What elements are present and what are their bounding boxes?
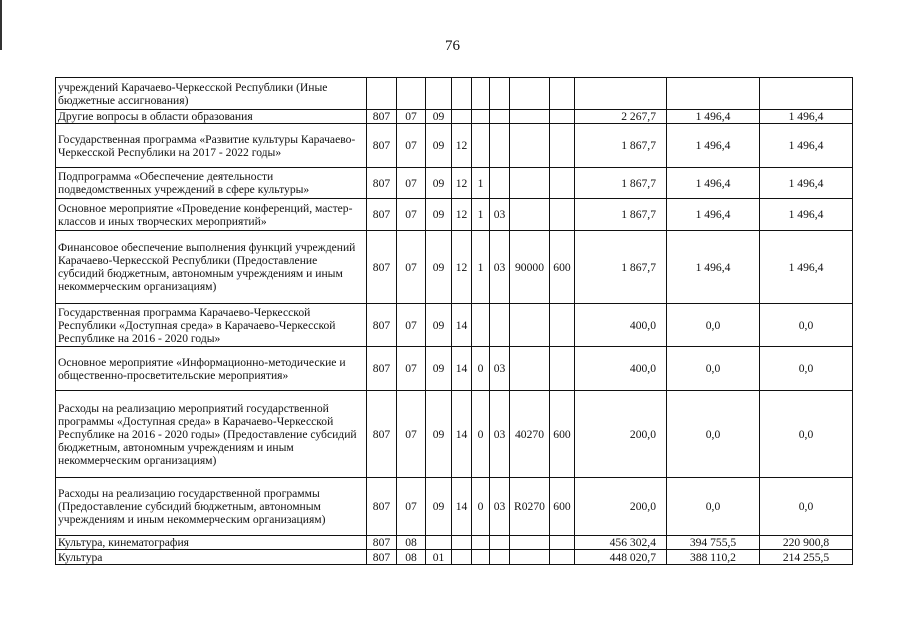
cell-main-activity: 03 xyxy=(490,199,510,231)
cell-ministry-code: 807 xyxy=(367,110,397,124)
cell-expense-type xyxy=(550,347,575,391)
table-row xyxy=(56,304,853,347)
cell-main-activity xyxy=(490,168,510,199)
cell-name: Основное мероприятие «Информационно-методические и общественно-просветительские мероприятия» xyxy=(56,347,367,391)
table-row xyxy=(56,550,853,565)
cell-subsection: 09 xyxy=(426,347,452,391)
cell-main-activity xyxy=(490,110,510,124)
cell-subprogram xyxy=(472,110,490,124)
table-row xyxy=(56,124,853,168)
cell-ministry-code: 807 xyxy=(367,199,397,231)
cell-subsection: 09 xyxy=(426,110,452,124)
cell-ministry-code: 807 xyxy=(367,231,397,304)
cell-sum-2 xyxy=(667,78,760,110)
cell-subsection: 09 xyxy=(426,168,452,199)
cell-section: 07 xyxy=(397,478,426,536)
cell-expense-direction: 90000 xyxy=(510,231,550,304)
cell-sum-2: 1 496,4 xyxy=(667,168,760,199)
cell-program xyxy=(452,110,472,124)
cell-name: Культура xyxy=(56,550,367,565)
cell-expense-direction: R0270 xyxy=(510,478,550,536)
cell-name: Государственная программа Карачаево-Черкесской Республики «Доступная среда» в Карачаево-Черкесской Республике на 2016 - 2020 годы» xyxy=(56,304,367,347)
cell-sum-2: 1 496,4 xyxy=(667,124,760,168)
cell-subsection: 09 xyxy=(426,304,452,347)
cell-sum-1: 2 267,7 xyxy=(575,110,667,124)
cell-expense-direction xyxy=(510,199,550,231)
table-row xyxy=(56,391,853,478)
cell-program: 14 xyxy=(452,304,472,347)
cell-sum-3: 1 496,4 xyxy=(760,168,853,199)
cell-sum-1: 400,0 xyxy=(575,304,667,347)
cell-expense-type xyxy=(550,304,575,347)
cell-subprogram: 0 xyxy=(472,391,490,478)
cell-expense-direction xyxy=(510,110,550,124)
cell-sum-3: 1 496,4 xyxy=(760,199,853,231)
cell-expense-type: 600 xyxy=(550,231,575,304)
cell-sum-2: 0,0 xyxy=(667,478,760,536)
cell-name: Финансовое обеспечение выполнения функций учреждений Карачаево-Черкесской Республики (Предоставление субсидий бюджетным, автономным учреждениям и иным некоммерческим организациям) xyxy=(56,231,367,304)
cell-sum-1: 1 867,7 xyxy=(575,231,667,304)
cell-section: 07 xyxy=(397,110,426,124)
budget-table xyxy=(55,77,853,565)
cell-expense-type xyxy=(550,168,575,199)
table-row xyxy=(56,199,853,231)
page-number: 76 xyxy=(445,38,460,54)
cell-subprogram: 1 xyxy=(472,199,490,231)
cell-sum-2: 0,0 xyxy=(667,347,760,391)
cell-sum-2: 1 496,4 xyxy=(667,231,760,304)
cell-section: 07 xyxy=(397,168,426,199)
cell-section: 07 xyxy=(397,199,426,231)
cell-sum-1: 456 302,4 xyxy=(575,536,667,550)
cell-expense-type: 600 xyxy=(550,478,575,536)
cell-section: 07 xyxy=(397,347,426,391)
cell-expense-type: 600 xyxy=(550,391,575,478)
table-row xyxy=(56,168,853,199)
cell-ministry-code: 807 xyxy=(367,168,397,199)
cell-program: 14 xyxy=(452,347,472,391)
cell-program: 12 xyxy=(452,124,472,168)
cell-program: 12 xyxy=(452,168,472,199)
cell-expense-direction xyxy=(510,550,550,565)
cell-main-activity: 03 xyxy=(490,347,510,391)
cell-expense-direction xyxy=(510,304,550,347)
cell-expense-direction xyxy=(510,168,550,199)
cell-section xyxy=(397,78,426,110)
table-row xyxy=(56,347,853,391)
budget-table-body xyxy=(56,78,853,565)
cell-sum-1: 448 020,7 xyxy=(575,550,667,565)
cell-program: 12 xyxy=(452,231,472,304)
cell-name: Расходы на реализацию мероприятий государственной программы «Доступная среда» в Карачаево-Черкесской Республике на 2016 - 2020 годы» (Предоставление субсидий бюджетным, автономным учреждениям и иным некоммерческим организациям) xyxy=(56,391,367,478)
cell-section: 08 xyxy=(397,536,426,550)
table-row xyxy=(56,536,853,550)
cell-expense-direction xyxy=(510,124,550,168)
cell-program xyxy=(452,550,472,565)
cell-sum-3: 0,0 xyxy=(760,304,853,347)
cell-subsection: 09 xyxy=(426,231,452,304)
cell-subsection: 09 xyxy=(426,199,452,231)
cell-sum-3: 214 255,5 xyxy=(760,550,853,565)
cell-main-activity xyxy=(490,536,510,550)
cell-ministry-code: 807 xyxy=(367,550,397,565)
cell-section: 07 xyxy=(397,304,426,347)
cell-expense-direction xyxy=(510,536,550,550)
cell-name: Государственная программа «Развитие культуры Карачаево-Черкесской Республики на 2017 - 2022 годы» xyxy=(56,124,367,168)
cell-subprogram xyxy=(472,78,490,110)
cell-section: 07 xyxy=(397,124,426,168)
cell-program xyxy=(452,78,472,110)
cell-name: Культура, кинематография xyxy=(56,536,367,550)
cell-subsection: 09 xyxy=(426,391,452,478)
cell-expense-direction xyxy=(510,78,550,110)
cell-subsection: 09 xyxy=(426,478,452,536)
cell-main-activity xyxy=(490,550,510,565)
cell-name: учреждений Карачаево-Черкесской Республики (Иные бюджетные ассигнования) xyxy=(56,78,367,110)
cell-sum-2: 1 496,4 xyxy=(667,199,760,231)
cell-program: 14 xyxy=(452,478,472,536)
cell-name: Основное мероприятие «Проведение конференций, мастер-классов и иных творческих мероприятий» xyxy=(56,199,367,231)
cell-ministry-code: 807 xyxy=(367,536,397,550)
cell-sum-1: 200,0 xyxy=(575,478,667,536)
cell-program: 12 xyxy=(452,199,472,231)
table-row xyxy=(56,231,853,304)
cell-sum-3: 220 900,8 xyxy=(760,536,853,550)
table-row xyxy=(56,478,853,536)
cell-sum-1: 200,0 xyxy=(575,391,667,478)
cell-ministry-code xyxy=(367,78,397,110)
cell-main-activity xyxy=(490,78,510,110)
cell-ministry-code: 807 xyxy=(367,304,397,347)
cell-subsection: 01 xyxy=(426,550,452,565)
cell-expense-direction: 40270 xyxy=(510,391,550,478)
cell-main-activity: 03 xyxy=(490,391,510,478)
cell-main-activity xyxy=(490,124,510,168)
cell-expense-type xyxy=(550,550,575,565)
cell-sum-3: 0,0 xyxy=(760,391,853,478)
cell-program: 14 xyxy=(452,391,472,478)
cell-subprogram xyxy=(472,124,490,168)
cell-subprogram xyxy=(472,536,490,550)
cell-subprogram: 0 xyxy=(472,347,490,391)
cell-main-activity xyxy=(490,304,510,347)
cell-expense-type xyxy=(550,124,575,168)
table-row xyxy=(56,110,853,124)
cell-sum-3: 1 496,4 xyxy=(760,110,853,124)
cell-subprogram: 0 xyxy=(472,478,490,536)
cell-expense-type xyxy=(550,199,575,231)
cell-name: Другие вопросы в области образования xyxy=(56,110,367,124)
cell-sum-3: 0,0 xyxy=(760,347,853,391)
cell-expense-direction xyxy=(510,347,550,391)
cell-section: 07 xyxy=(397,391,426,478)
cell-name: Расходы на реализацию государственной программы (Предоставление субсидий бюджетным, автономным учреждениям и иным некоммерческим организациям) xyxy=(56,478,367,536)
cell-expense-type xyxy=(550,110,575,124)
cell-main-activity: 03 xyxy=(490,478,510,536)
cell-main-activity: 03 xyxy=(490,231,510,304)
cell-section: 08 xyxy=(397,550,426,565)
cell-expense-type xyxy=(550,78,575,110)
cell-sum-2: 0,0 xyxy=(667,391,760,478)
cell-sum-1 xyxy=(575,78,667,110)
cell-subsection xyxy=(426,536,452,550)
cell-subsection: 09 xyxy=(426,124,452,168)
cell-expense-type xyxy=(550,536,575,550)
cell-sum-3: 0,0 xyxy=(760,478,853,536)
cell-sum-3 xyxy=(760,78,853,110)
cell-sum-2: 388 110,2 xyxy=(667,550,760,565)
cell-subprogram: 1 xyxy=(472,231,490,304)
cell-ministry-code: 807 xyxy=(367,478,397,536)
cell-sum-2: 394 755,5 xyxy=(667,536,760,550)
cell-name: Подпрограмма «Обеспечение деятельности подведомственных учреждений в сфере культуры» xyxy=(56,168,367,199)
cell-ministry-code: 807 xyxy=(367,347,397,391)
cell-subsection xyxy=(426,78,452,110)
cell-sum-1: 1 867,7 xyxy=(575,168,667,199)
cell-ministry-code: 807 xyxy=(367,391,397,478)
table-row xyxy=(56,78,853,110)
cell-sum-3: 1 496,4 xyxy=(760,124,853,168)
cell-sum-3: 1 496,4 xyxy=(760,231,853,304)
cell-subprogram xyxy=(472,304,490,347)
cell-sum-1: 1 867,7 xyxy=(575,124,667,168)
cell-subprogram xyxy=(472,550,490,565)
cell-sum-2: 1 496,4 xyxy=(667,110,760,124)
cell-section: 07 xyxy=(397,231,426,304)
cell-ministry-code: 807 xyxy=(367,124,397,168)
cell-sum-1: 400,0 xyxy=(575,347,667,391)
cell-sum-2: 0,0 xyxy=(667,304,760,347)
cell-subprogram: 1 xyxy=(472,168,490,199)
cell-sum-1: 1 867,7 xyxy=(575,199,667,231)
cell-program xyxy=(452,536,472,550)
